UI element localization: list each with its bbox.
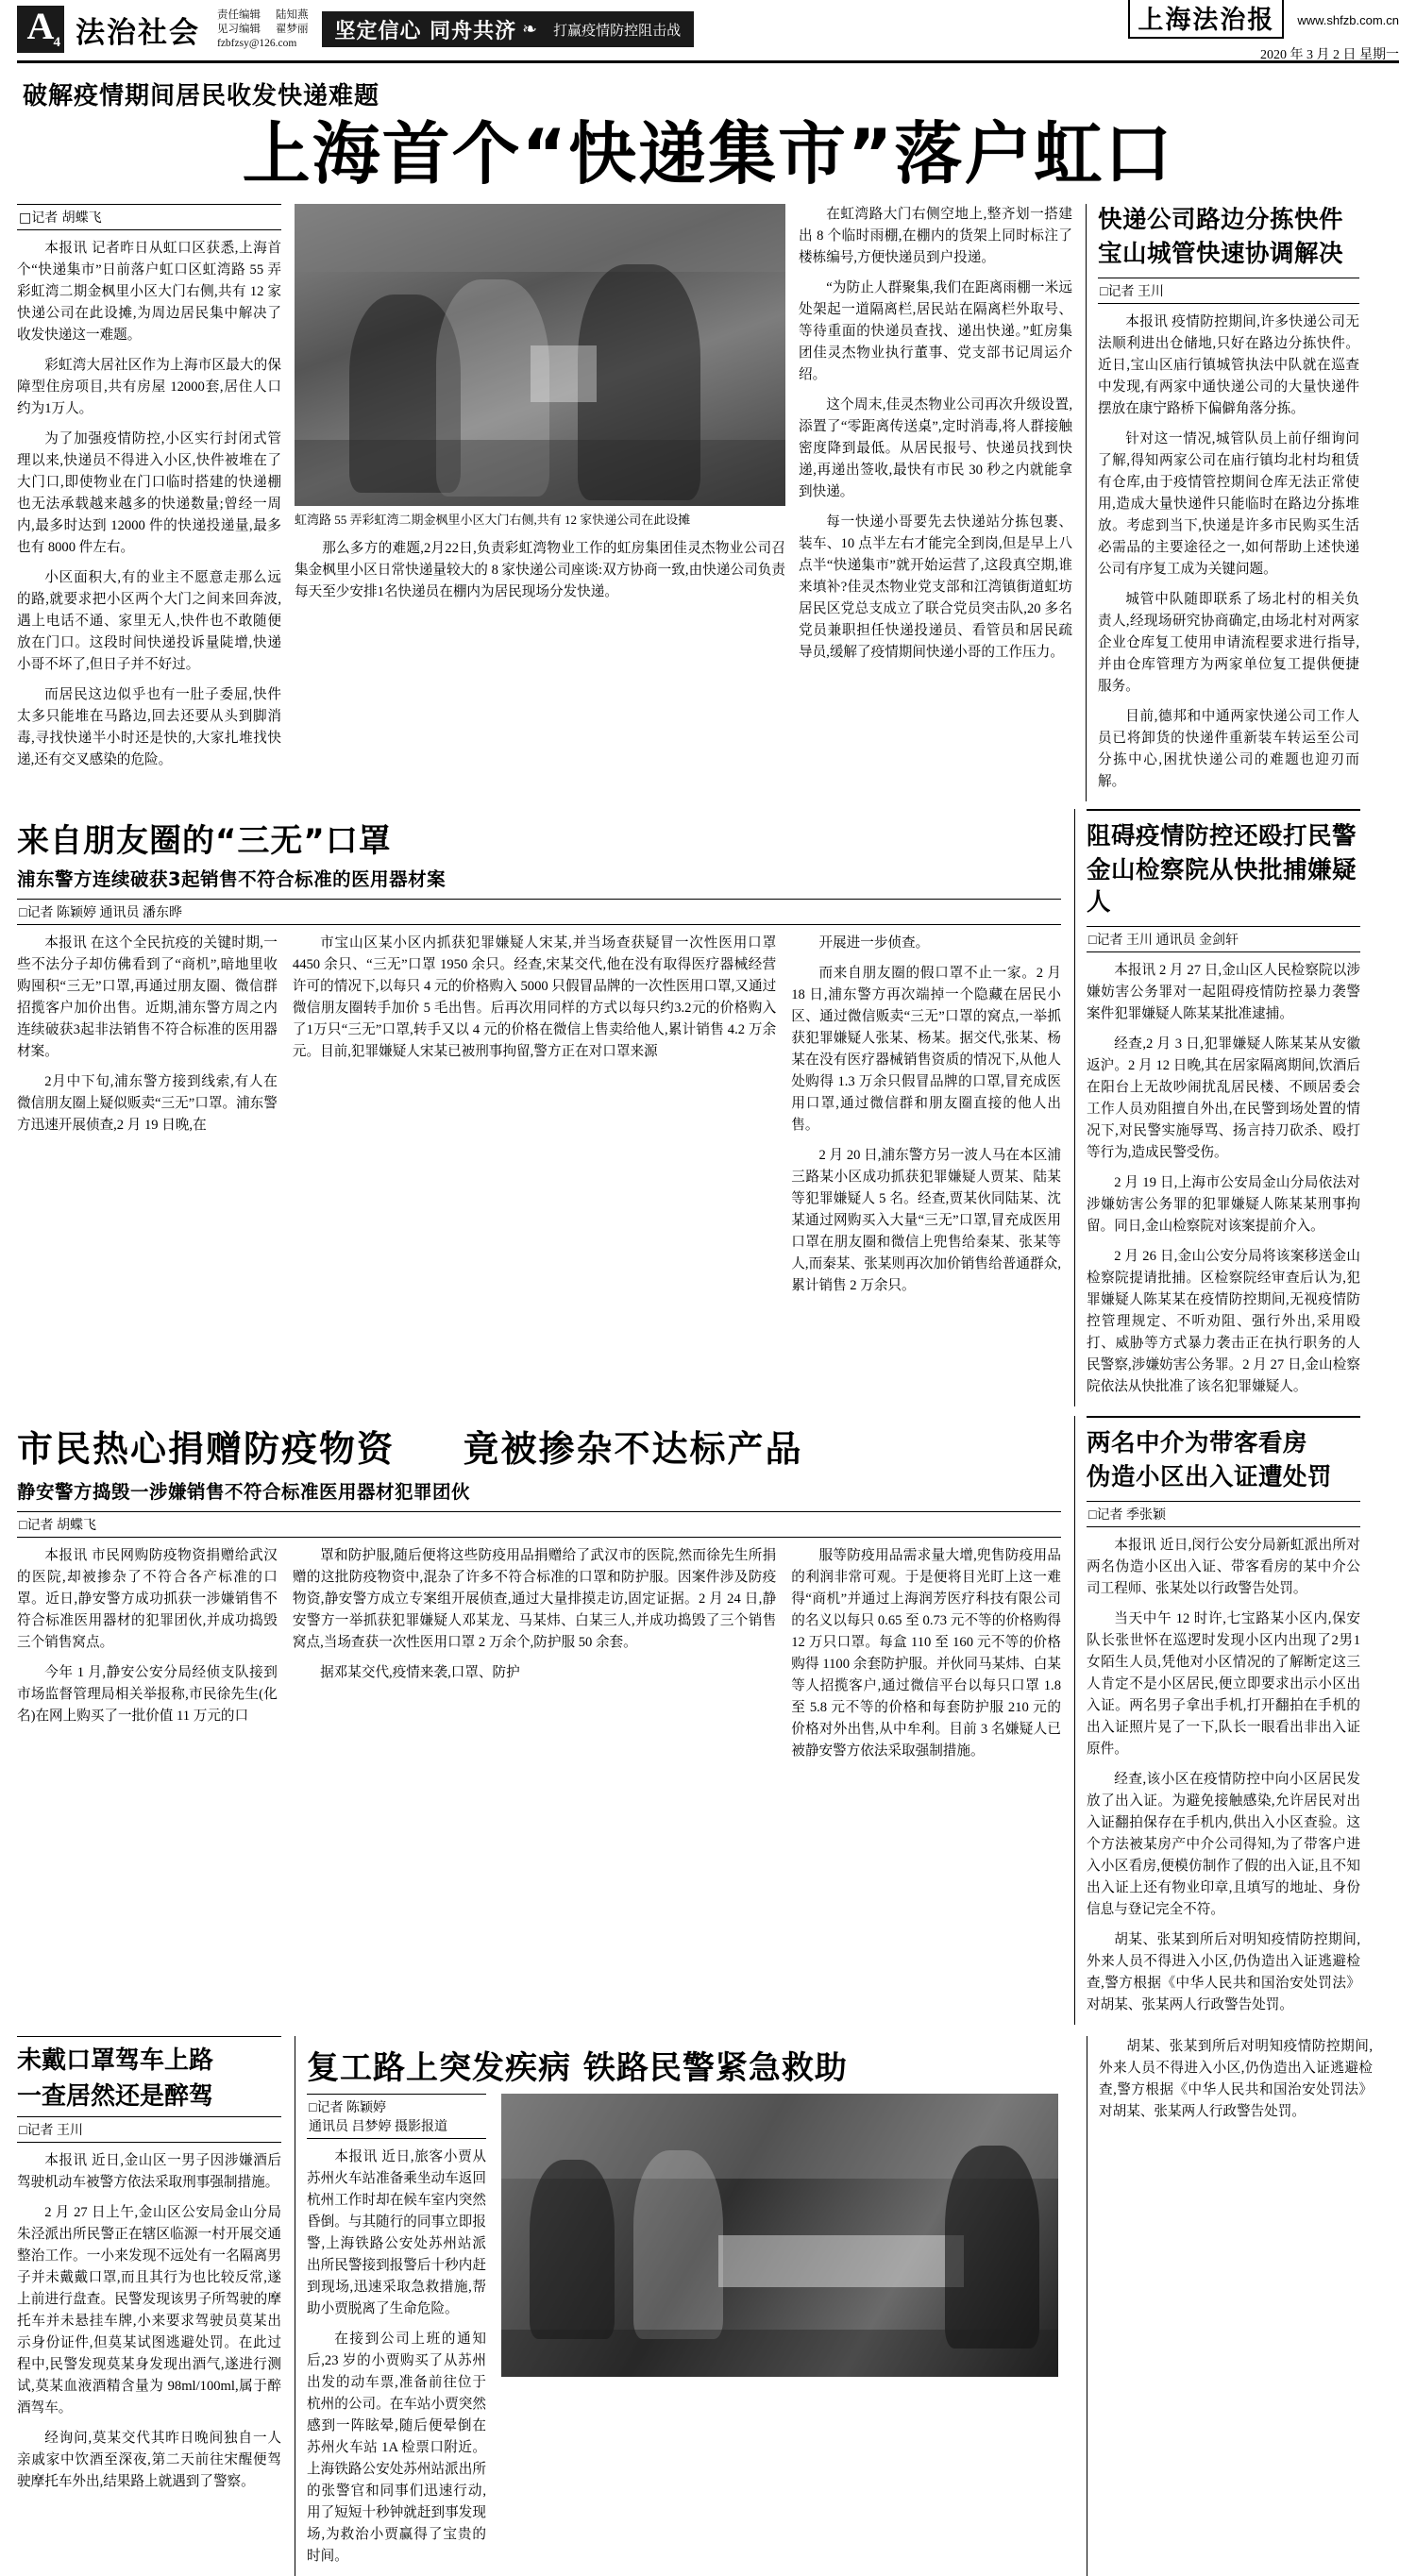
paragraph: 胡某、张某到所后对明知疫情防控期间,外来人员不得进入小区,仍伪造出入证逃避检查,警方根据《中华人民共和国治安处罚法》对胡某、张某两人行政警告处罚。 — [1087, 1932, 1360, 2012]
sidebar-headline-line2: 宝山城管快速协调解决 — [1098, 240, 1344, 268]
byline-reporter: □记者 王川 — [19, 2124, 83, 2138]
sidebar-headline-line2: 金山检察院从快批捕嫌疑人 — [1087, 856, 1357, 917]
paragraph: 经询问,莫某交代其昨日晚间独自一人亲戚家中饮酒至深夜,第二天前往宋醒便驾驶摩托车外出,结果路上就遇到了警察。 — [17, 2431, 281, 2489]
story3-headline-right: 竟被掺杂不达标产品 — [463, 1428, 803, 1470]
paragraph: 罩和防护服,随后便将这些防疫用品捐赠给了武汉市的医院,然而徐先生所捐赠的这批防疫物资中,混杂了许多不符合标准的口罩和防护服。因案件涉及防疫物资,静安警方成立专案组开展侦查,通过大量排摸走访,固定证据。2 月 24 日,静安警方一举抓获犯罪嫌疑人邓某龙、马某炜、白某三人,并成功捣毁了三个销售窝点,当场查获一次性医用口罩 2 万余个,防护服 50 余套。 — [292, 1548, 777, 1650]
story3-column-2 — [293, 1545, 776, 1771]
story2-subhead: 浦东警方连续破获3起销售不符合标准的医用器材案 — [17, 868, 447, 890]
story2-column-1 — [17, 933, 278, 1305]
paragraph: 当天中午 12 时许,七宝路某小区内,保安队长张世怀在巡逻时发现小区内出现了2男1女陌生人员,凭他对小区情况的了解断定这三人肯定不是小区居民,便立即要求出示小区出入证。两名男子拿出手机,打开翻拍在手机的出入证照片晃了一下,队长一眼看出非出入证原件。 — [1087, 1611, 1360, 1757]
paragraph: 每一快递小哥要先去快递站分拣包裹、装车、10 点半左右才能完全到岗,但是早上八点半“快递集市”就开始运营了,这段真空期,谁来填补?佳灵杰物业党支部和江湾镇街道虹坊居民区党总支成立了联合党员突击队,20 多名党员兼职担任快递投递员、看管员和居民疏导员,缓解了疫情期间快递小哥的工作压力。 — [799, 514, 1072, 660]
story-jingan-donation — [17, 1416, 1061, 2025]
byline-reporter: □记者 季张颖 — [1088, 1508, 1166, 1523]
editor-value-0: 陆知燕 — [276, 8, 309, 21]
byline — [307, 2094, 486, 2139]
story-drunk-driving — [17, 2036, 281, 2576]
photo-caption: 虹湾路 55 弄彩虹湾二期金枫里小区大门右侧,共有 12 家快递公司在此设摊 — [295, 513, 691, 527]
lead-photo — [295, 204, 785, 506]
paragraph: 经查,2 月 3 日,犯罪嫌疑人陈某某从安徽返沪。2 月 12 日晚,其在居家隔离期间,饮酒后在阳台上无故吵闹扰乱居民楼、不顾居委会工作人员劝阻擅自外出,在民警到场处置的情况下,对民警实施辱骂、扬言持刀砍杀、殴打等行为,造成民警受伤。 — [1087, 1036, 1360, 1160]
paragraph: 小区面积大,有的业主不愿意走那么远的路,就要求把小区两个大门之间来回奔波,遇上电话不通、家里无人,快件也不敢随便放在门口。这段时间快递投诉量陡增,快递小哥不坏了,但日子并不好过。 — [17, 570, 281, 672]
byline-reporter: □记者 陈颖婷 通讯员 潘东晔 — [19, 906, 182, 920]
byline-reporter: □记者 王川 — [1100, 285, 1164, 299]
paragraph: 为了加强疫情防控,小区实行封闭式管理以来,快递员不得进入小区,快件被堆在了大门口,即使物业在门口临时搭建的快递棚也无法承载越来越多的快递数量;曾经一周内,最多时达到 12000 件的快递投递量,最多也有 8000 件左右。 — [17, 431, 281, 555]
paper-website[interactable]: www.shfzb.com.cn — [1297, 12, 1399, 27]
page-letter: A — [26, 5, 55, 47]
paragraph: 而来自朋友圈的假口罩不止一家。2 月 18 日,浦东警方再次端掉一个隐藏在居民小区、通过微信贩卖“三无”口罩的窝点,一举抓获犯罪嫌疑人张某、杨某。据交代,张某、杨某在没有医疗器械销售资质的情况下,从他人处购得 1.3 万余只假冒品牌的口罩,冒充成医用口罩,通过微信群和朋友圈直接的他人出售。 — [791, 966, 1061, 1133]
story-railway-rescue — [295, 2036, 1073, 2576]
editor-label-1: 见习编辑 — [217, 23, 261, 35]
sidebar-headline-line1: 两名中介为带客看房 — [1087, 1429, 1308, 1457]
story5-photo — [501, 2094, 1058, 2377]
story2-column-3 — [791, 933, 1061, 1305]
paragraph: 2 月 19 日,上海市公安局金山分局依法对涉嫌妨害公务罪的犯罪嫌疑人陈某某刑事拘留。同日,金山检察院对该案提前介入。 — [1087, 1175, 1360, 1234]
byline-reporter: □记者 胡蝶飞 — [19, 210, 102, 226]
editor-email: fzbfzsy@126.com — [217, 37, 297, 49]
paragraph: 城管中队随即联系了场北村的相关负责人,经现场研究协商确定,由场北村对两家企业仓库复工使用申请流程要求进行指导,并由仓库管理方为两家单位复工提供便捷服务。 — [1098, 592, 1359, 694]
paragraph: 本报讯 市民网购防疫物资捐赠给武汉的医院,却被掺杂了不符合各产标准的口罩。近日,静安警方成功抓获一涉嫌销售不符合标准医用器材的犯罪团伙,并成功捣毁三个销售窝点。 — [17, 1548, 278, 1650]
story3-headline-left: 市民热心捐赠防疫物资 — [17, 1428, 396, 1470]
campaign-subslogan: 打赢疫情防控阻击战 — [553, 21, 682, 39]
paragraph: 据邓某交代,疫情来袭,口罩、防护 — [320, 1665, 520, 1680]
sidebar-article-jinshan — [1074, 809, 1360, 1406]
dove-icon: ❧ — [522, 19, 539, 40]
byline — [1087, 1501, 1360, 1527]
campaign-banner — [322, 11, 695, 47]
paragraph: 市宝山区某小区内抓获犯罪嫌疑人宋某,并当场查获疑冒一次性医用口罩 4450 余只、“三无”口罩 1950 余只。经查,宋某交代,他在没有取得医疗器械经营许可的情况下,以每只 4 元的价格购入 5000 只假冒品牌的一次性医用口罩,又通过微信朋友圈转手加价 5 毛出售。后再次用同样的方式以每只约3.2元的价格购入了1万只“三无”口罩,转手又以 4 元的价格在微信上售卖给他人,累计销售 4.2 万余元。目前,犯罪嫌疑人宋某已被刑事拘留,警方正在对口罩来源 — [292, 935, 777, 1059]
paragraph: 这个周末,佳灵杰物业公司再次升级设置,添置了“零距离传送桌”,定时消毒,将人群接触密度降到最低。从居民报号、快递员找到快递,再递出签收,最快有市民 30 秒之内就能拿到快递。 — [799, 397, 1072, 499]
sidebar-headline-line1: 快递公司路边分拣快件 — [1098, 206, 1344, 234]
paragraph: 本报讯 近日,闵行公安分局新虹派出所对两名伪造小区出入证、带客看房的某中介公司工程师、张某处以行政警告处罚。 — [1087, 1538, 1360, 1596]
paragraph: 而居民这边似乎也有一肚子委屈,快件太多只能堆在马路边,回去还要从头到脚消毒,寻找快递半小时还是快的,大家扎堆找快递,还有交叉感染的危险。 — [17, 687, 281, 767]
story3-subhead: 静安警方捣毁一涉嫌销售不符合标准医用器材犯罪团伙 — [17, 1481, 471, 1503]
story3-column-1 — [17, 1545, 278, 1771]
byline — [17, 899, 1061, 925]
paragraph: 本报讯 疫情防控期间,许多快递公司无法顺利进出仓储地,只好在路边分拣快件。近日,宝山区庙行镇城管执法中队就在巡查中发现,有两家中通快递公司的大量快递件摆放在康宁路桥下偏僻角落分拣。 — [1098, 314, 1359, 416]
paper-identity — [1128, 0, 1399, 63]
section-title: 法治社会 — [76, 15, 200, 50]
lead-main-headline: 上海首个“快递集市”落户虹口 — [242, 114, 1174, 194]
lead-column-2 — [295, 204, 785, 801]
masthead — [17, 0, 1399, 63]
paragraph: 服等防疫用品需求量大增,兜售防疫用品的利润非常可观。于是便将目光盯上这一难得“商机”并通过上海润芳医疗科技有限公司的名义以每只 0.65 至 0.73 元不等的价格购得 12 万只口罩。每盒 110 至 160 元不等的价格购得 1100 余套防护服。并伙同马某炜、白某等人招揽客户,通过微信平台以每只口罩 1.8 至 5.8 元不等的价格和每套防护服 210 元的价格对外出售,从中牟利。目前 3 名嫌疑人已被静安警方依法采取强制措施。 — [791, 1548, 1061, 1759]
paragraph: 2月中下旬,浦东警方接到线索,有人在微信朋友圈上疑似贩卖“三无”口罩。浦东警方迅速开展侦查,2 月 19 日晚,在 — [17, 1074, 278, 1133]
byline-correspondent: 通讯员 吕梦婷 摄影报道 — [309, 2120, 447, 2134]
paragraph: 目前,德邦和中通两家快递公司工作人员已将卸货的快递件重新装车转运至公司分拣中心,困扰快递公司的难题也迎刃而解。 — [1098, 709, 1359, 789]
paragraph: 本报讯 在这个全民抗疫的关键时期,一些不法分子却仿佛看到了“商机”,暗地里收购囤积“三无”口罩,再通过朋友圈、微信群招揽客户加价出售。近期,浦东警方周之内连续破获3起非法销售不符合标准的医用器材案。 — [17, 935, 278, 1059]
paragraph: 针对这一情况,城管队员上前仔细询问了解,得知两家公司在庙行镇均北村均租赁有仓库,由于疫情管控期间仓库无法正常使用,造成大量快递件只能临时在路边分拣堆放。考虑到当下,快递是许多市民购买生活必需品的主要途径之一,如何帮助上述快递公司有序复工成为关键问题。 — [1098, 431, 1359, 577]
story5-headline: 复工路上突发疾病 铁路民警紧急救助 — [307, 2049, 848, 2087]
paragraph: 本报讯 2 月 27 日,金山区人民检察院以涉嫌妨害公务罪对一起阻碍疫情防控暴力袭警案件犯罪嫌疑人陈某某批准逮捕。 — [1087, 963, 1360, 1021]
byline-reporter: □记者 王川 通讯员 金剑轩 — [1088, 934, 1239, 948]
story-sanwu-mask — [17, 809, 1061, 1406]
paragraph: 胡某、张某到所后对明知疫情防控期间,外来人员不得进入小区,仍伪造出入证逃避检查,警方根据《中华人民共和国治安处罚法》对胡某、张某两人行政警告处罚。 — [1099, 2039, 1373, 2119]
editor-block — [217, 8, 309, 51]
story4-headline-line1: 未戴口罩驾车上路 — [17, 2046, 214, 2075]
byline — [1087, 926, 1360, 952]
lead-column-3 — [799, 204, 1072, 801]
issue-date: 2020 年 3 月 2 日 星期一 — [1260, 47, 1399, 62]
paragraph: 在接到公司上班的通知后,23 岁的小贾购买了从苏州出发的动车票,准备前往位于杭州的公司。在车站小贾突然感到一阵眩晕,随后便晕倒在苏州火车站 1A 检票口附近。上海铁路公安处苏州站派出所的张警官和同事们迅速行动,用了短短十秒钟就赶到事发现场,为救治小贾赢得了宝贵的时间。 — [307, 2332, 486, 2564]
story2-column-2 — [293, 933, 776, 1305]
page-number: 4 — [53, 35, 60, 50]
sidebar-article-fake-pass — [1074, 1416, 1360, 2025]
paragraph: 经查,该小区在疫情防控中向小区居民发放了出入证。为避免接触感染,允许居民对出入证翻拍保存在手机内,供出入小区查验。这个方法被某房产中介公司得知,为了带客户进入小区看房,便模仿制作了假的出入证,且不知出入证上还有物业印章,且填写的地址、身份信息与登记完全不符。 — [1087, 1772, 1360, 1917]
byline-reporter: □记者 陈颖婷 — [309, 2101, 386, 2115]
byline — [17, 2116, 281, 2143]
paragraph: 彩虹湾大居社区作为上海市区最大的保障型住房项目,共有房屋 12000套,居住人口约为1万人。 — [17, 358, 281, 416]
page-badge — [17, 6, 64, 53]
paragraph: 那么多方的难题,2月22日,负责彩虹湾物业工作的虹房集团佳灵杰物业公司召集金枫里小区日常快递量较大的 8 家快递公司座谈:双方协商一致,由快递公司负责每天至少安排1名快递员在棚内为居民现场分发快递。 — [295, 541, 785, 599]
paragraph: 2 月 26 日,金山公安分局将该案移送金山检察院提请批捕。区检察院经审查后认为,犯罪嫌疑人陈某某在疫情防控期间,无视疫情防控管理规定、不听劝阻、强行外出,采用殴打、威胁等方式暴力袭击正在执行职务的人民警察,涉嫌妨害公务罪。2 月 27 日,金山检察院依法从快批准了该名犯罪嫌疑人。 — [1087, 1249, 1360, 1394]
editor-value-1: 翟梦丽 — [276, 23, 309, 35]
editor-label-0: 责任编辑 — [217, 8, 261, 21]
lead-column-1 — [17, 204, 281, 801]
byline — [17, 204, 281, 230]
paragraph: 2 月 27 日上午,金山区公安局金山分局朱泾派出所民警正在辖区临源一村开展交通整治工作。一小来发现不远处有一名隔离男子并未戴戴口罩,而且其行为也比较反常,遂上前进行盘查。民警发现该男子所驾驶的摩托车并未悬挂车牌,小来要求驾驶员莫某出示身份证件,但莫某试图逃避处罚。在此过程中,民警发现莫某身发现出酒气,遂进行测试,莫某血液酒精含量为 98ml/100ml,属于醉酒驾车。 — [17, 2205, 281, 2416]
paragraph: 本报讯 近日,旅客小贾从苏州火车站准备乘坐动车返回杭州工作时却在候车室内突然昏倒。与其随行的同事立即报警,上海铁路公安处苏州站派出所民警接到报警后十秒内赶到现场,迅速采取急救措施,帮助小贾脱离了生命危险。 — [307, 2149, 486, 2316]
paragraph: “为防止人群聚集,我们在距离雨棚一米远处架起一道隔离栏,居民站在隔离栏外取号、等待重面的快递员查找、递出快递。”虹房集团佳灵杰物业执行董事、党支部书记周运介绍。 — [799, 280, 1072, 382]
story4-headline-line2: 一查居然还是醉驾 — [17, 2082, 214, 2111]
paper-name: 上海法治报 — [1128, 0, 1284, 39]
story3-column-3 — [791, 1545, 1061, 1771]
lead-article — [17, 204, 1399, 801]
byline — [1098, 278, 1359, 304]
paragraph: 今年 1 月,静安公安分局经侦支队接到市场监督管理局相关举报称,市民徐先生(化名)在网上购买了一批价值 11 万元的口 — [17, 1665, 278, 1724]
campaign-slogan: 坚定信心 同舟共济 — [334, 19, 517, 43]
bottom-right-continuation — [1087, 2036, 1373, 2576]
paragraph: 开展进一步侦查。 — [818, 935, 930, 951]
sidebar-headline-line1: 阻碍疫情防控还殴打民警 — [1087, 822, 1357, 850]
paragraph: 2 月 20 日,浦东警方另一波人马在本区浦三路某小区成功抓获犯罪嫌疑人贾某、陆某等犯罪嫌疑人 5 名。经查,贾某伙同陆某、沈某通过网购买入大量“三无”口罩,冒充成医用口罩在朋友圈和微信上兜售给秦某、张某等人,而秦某、张某则再次加价销售给普通群众,累计销售 2 万余只。 — [791, 1148, 1061, 1293]
story3-headline — [17, 1420, 1061, 1472]
paragraph: 在虹湾路大门右侧空地上,整齐划一搭建出 8 个临时雨棚,在棚内的货架上同时标注了楼栋编号,方便快递员到户投递。 — [799, 207, 1072, 265]
byline-reporter: □记者 胡蝶飞 — [19, 1519, 96, 1533]
sidebar-headline-line2: 伪造小区出入证遭处罚 — [1087, 1463, 1333, 1491]
paragraph: 本报讯 近日,金山区一男子因涉嫌酒后驾驶机动车被警方依法采取刑事强制措施。 — [17, 2153, 281, 2190]
story2-headline: 来自朋友圈的“三无”口罩 — [17, 822, 392, 860]
byline — [17, 1511, 1061, 1538]
lead-shoulder-headline: 破解疫情期间居民收发快递难题 — [23, 82, 380, 110]
paragraph: 本报讯 记者昨日从虹口区获悉,上海首个“快递集市”日前落户虹口区虹湾路 55 弄彩虹湾二期金枫里小区大门右侧,共有 12 家快递公司在此设摊,为周边居民集中解决了收发快递这一难题。 — [17, 241, 281, 343]
sidebar-article-express — [1086, 204, 1359, 801]
